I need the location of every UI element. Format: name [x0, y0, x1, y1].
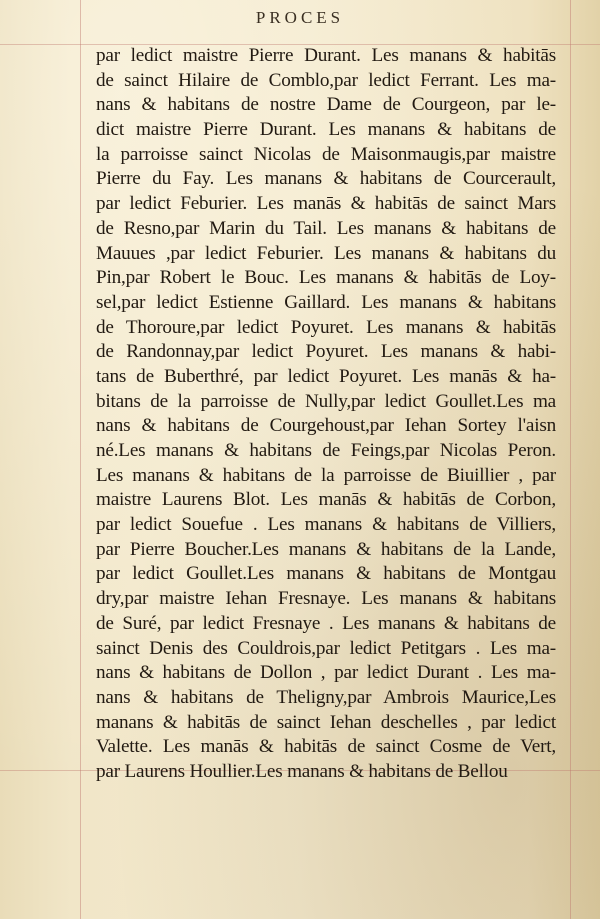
text-line: nans & habitans de Courgehoust,par Iehan Sortey l'aisn: [96, 415, 556, 437]
text-line: sel,par ledict Estienne Gaillard. Les manans & habitans: [96, 291, 556, 313]
text-line: par Pierre Boucher.Les manans & habitans de la Lande,: [96, 538, 556, 560]
text-line: Les manans & habitans de la parroisse de Biuillier , par: [96, 464, 556, 486]
text-line: Pin,par Robert le Bouc. Les manans & habitās de Loy-: [96, 267, 556, 289]
text-line: de Thoroure,par ledict Poyuret. Les manans & habitās: [96, 316, 556, 338]
text-line: nans & habitans de Dollon , par ledict Durant . Les ma-: [96, 662, 556, 684]
text-line: maistre Laurens Blot. Les manās & habitās de Corbon,: [96, 489, 556, 511]
ruled-margin-line: [80, 0, 81, 919]
text-line: manans & habitās de sainct Iehan deschelles , par ledict: [96, 711, 556, 733]
text-line: la parroisse sainct Nicolas de Maisonmaugis,par maistre: [96, 143, 556, 165]
text-line: dict maistre Pierre Durant. Les manans & habitans de: [96, 119, 556, 141]
text-line: de Resno,par Marin du Tail. Les manans & habitans de: [96, 217, 556, 239]
text-line: bitans de la parroisse de Nully,par ledict Goullet.Les ma: [96, 390, 556, 412]
text-line: de sainct Hilaire de Comblo,par ledict Ferrant. Les ma-: [96, 69, 556, 91]
text-line: tans de Buberthré, par ledict Poyuret. Les manās & ha-: [96, 365, 556, 387]
text-line: sainct Denis des Couldrois,par ledict Petitgars . Les ma-: [96, 637, 556, 659]
text-line: nans & habitans de Theligny,par Ambrois Maurice,Les: [96, 686, 556, 708]
text-line: nans & habitans de nostre Dame de Courgeon, par le-: [96, 94, 556, 116]
text-line: né.Les manans & habitans de Feings,par Nicolas Peron.: [96, 440, 556, 461]
text-line: par ledict Souefue . Les manans & habitans de Villiers,: [96, 514, 556, 536]
text-line: de Randonnay,par ledict Poyuret. Les manans & habi-: [96, 341, 556, 363]
text-line: par Laurens Houllier.Les manans & habitans de Bellou: [96, 760, 508, 782]
text-line: par ledict Feburier. Les manās & habitās de sainct Mars: [96, 193, 556, 215]
text-line: Mauues ,par ledict Feburier. Les manans & habitans du: [96, 242, 556, 264]
text-line: de Suré, par ledict Fresnaye . Les manans & habitans de: [96, 612, 556, 634]
ruled-margin-line: [570, 0, 571, 919]
text-line: par ledict Goullet.Les manans & habitans de Montgau: [96, 563, 556, 585]
running-head: PROCES: [255, 8, 345, 27]
text-line: Valette. Les manās & habitās de sainct Cosme de Vert,: [96, 736, 556, 758]
text-line: Pierre du Fay. Les manans & habitans de Courcerault,: [96, 168, 556, 190]
text-line: par ledict maistre Pierre Durant. Les manans & habitās: [96, 45, 556, 66]
text-block: [96, 44, 556, 785]
text-line: dry,par maistre Iehan Fresnaye. Les manans & habitans: [96, 588, 556, 610]
